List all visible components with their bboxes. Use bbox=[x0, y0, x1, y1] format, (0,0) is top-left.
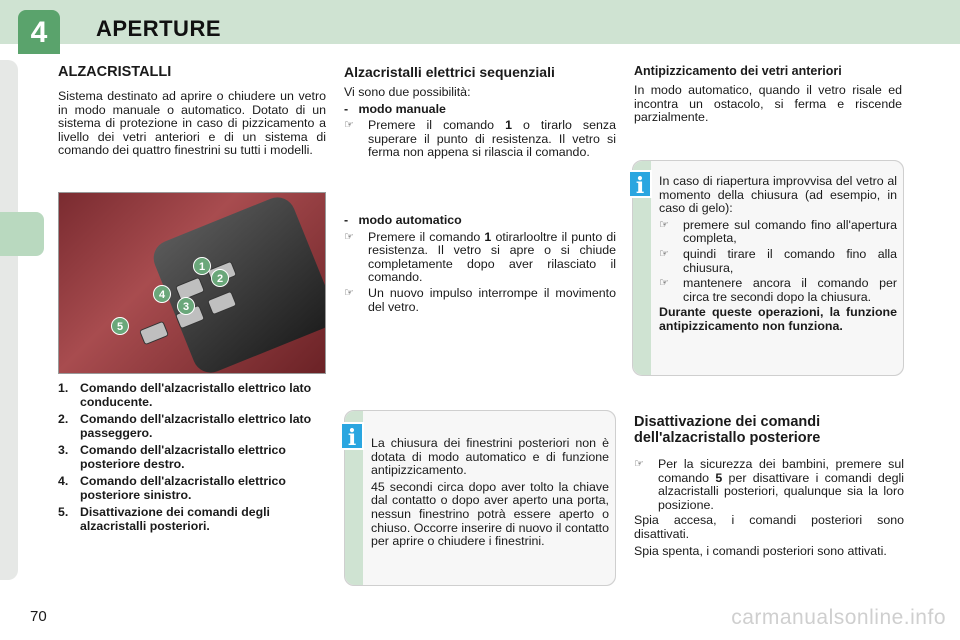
switch-panel bbox=[148, 192, 326, 374]
control-legend bbox=[58, 382, 328, 537]
indicator-on-text: Spia accesa, i comandi posteriori sono disattivati. bbox=[634, 513, 904, 541]
callout-2: 2 bbox=[211, 269, 229, 287]
legend-item: 4. Comando dell'alzacristallo elettrico posteriore sinistro. bbox=[58, 474, 286, 502]
rear-lock-text: ☞ Per la sicurezza dei bambini, premere sul comando 5 per disattivare i comandi degli alzacristalli posteriori, qualunque sia la loro posizione. Spia accesa, i comandi posteriori sono disattivati. Spia spenta, i comandi posteriori sono attivati. bbox=[634, 457, 905, 558]
info-rear-p2: 45 secondi circa dopo aver tolto la chiave dal contatto o dopo aver aperto una porta, nessun finestrino potrà essere aperto o chiuso. Occorre inserire di nuovo il contatto per aprire o chiudere i finestrini. bbox=[371, 479, 609, 549]
antipinch-step: ☞ mantenere ancora il comando per circa tre secondi dopo la chiusura. bbox=[659, 276, 897, 304]
callout-3: 3 bbox=[177, 297, 195, 315]
section-title-antipizzicamento: Antipizzicamento dei vetri anteriori bbox=[634, 64, 842, 78]
intro-text: Sistema destinato ad aprire o chiudere un vetro in modo manuale o automatico. Dotato di un sistema di protezione in caso di pizzicamento a livello dei vetri anteriori e di un sistema di comando dei quattro finestrini su tutti i modelli. bbox=[58, 89, 326, 158]
callout-5: 5 bbox=[111, 317, 129, 335]
switch-button bbox=[139, 321, 169, 346]
legend-item: 1. Comando dell'alzacristallo elettrico lato conducente. bbox=[58, 381, 312, 409]
antipinch-step: ☞ quindi tirare il comando fino alla chiusura, bbox=[659, 246, 897, 275]
info-icon: i bbox=[340, 422, 364, 450]
legend-item: 5. Disattivazione dei comandi degli alzacristalli posteriori. bbox=[58, 505, 270, 533]
section-title-alzacristalli: ALZACRISTALLI bbox=[58, 64, 172, 80]
info-box-rear-windows bbox=[344, 410, 616, 586]
info-rear-p1: La chiusura dei finestrini posteriori non è dotata di modo automatico e di funzione antipizzicamento. bbox=[371, 436, 609, 478]
section-title-disattivazione: Disattivazione dei comandi dell'alzacristallo posteriore bbox=[634, 414, 821, 446]
page-number: 70 bbox=[30, 608, 47, 625]
antipinch-text: In modo automatico, quando il vetro risale ed incontra un ostacolo, si ferma e riscende parzialmente. bbox=[634, 83, 902, 125]
info-icon: i bbox=[628, 170, 652, 198]
callout-1: 1 bbox=[193, 257, 211, 275]
page-title: APERTURE bbox=[96, 16, 222, 41]
antipinch-intro: In caso di riapertura improvvisa del vetro al momento della chiusura (ad esempio, in caso di gelo): bbox=[659, 174, 897, 216]
watermark: carmanualsonline.info bbox=[731, 606, 946, 629]
indicator-off-text: Spia spenta, i comandi posteriori sono attivati. bbox=[634, 543, 887, 558]
sequential-manual: Vi sono due possibilità: - modo manuale ☞ Premere il comando 1 o tirarlo senza superare il punto di resistenza. Il vetro si ferma non appena si rilascia il comando. bbox=[344, 85, 616, 160]
callout-4: 4 bbox=[153, 285, 171, 303]
chapter-number: 4 bbox=[18, 10, 60, 54]
window-switch-photo bbox=[58, 192, 326, 374]
antipinch-warning: Durante queste operazioni, la funzione antipizzicamento non funziona. bbox=[659, 305, 897, 333]
legend-item: 2. Comando dell'alzacristallo elettrico lato passeggero. bbox=[58, 412, 312, 440]
antipinch-step: ☞ premere sul comando fino all'apertura completa, bbox=[659, 217, 897, 246]
legend-item: 3. Comando dell'alzacristallo elettrico posteriore destro. bbox=[58, 443, 286, 471]
sequential-auto: - modo automatico ☞ Premere il comando 1 otirarlooltre il punto di resistenza. Il vetro si apre o si chiude completamente dopo aver rilasciato il comando. ☞ Un nuovo impulso interrompe il movimento del vetro. bbox=[344, 213, 616, 314]
section-title-sequenziali: Alzacristalli elettrici sequenziali bbox=[344, 64, 555, 80]
side-chapter-tab[interactable] bbox=[0, 212, 44, 256]
info-box-antipinch bbox=[632, 160, 904, 376]
side-strip bbox=[0, 60, 18, 580]
